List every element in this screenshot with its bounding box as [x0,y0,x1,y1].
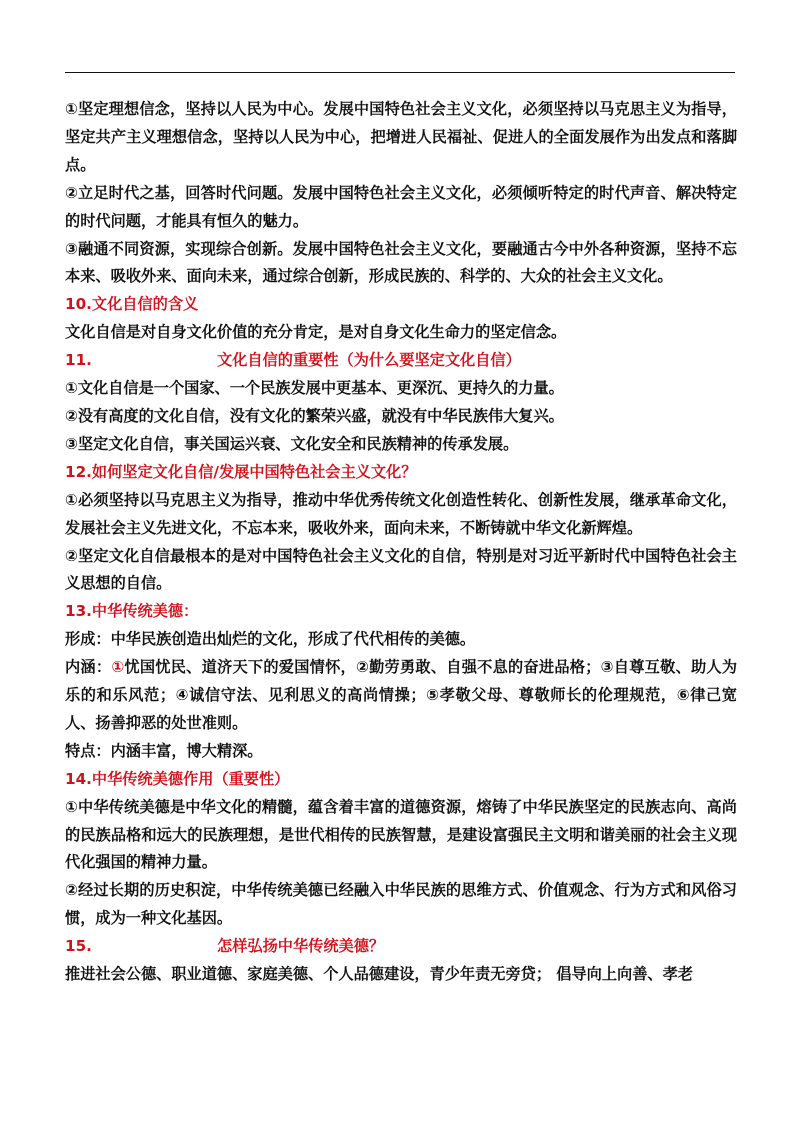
paragraph: ①必须坚持以马克思主义为指导，推动中华优秀传统文化创造性转化、创新性发展，继承革命文化，发展社会主义先进文化，不忘本来，吸收外来，面向未来，不断铸就中华文化新辉煌。 [65,490,737,537]
heading-text: 怎样弘扬中华传统美德？ [217,937,385,956]
section-heading-15 [65,933,737,961]
document-body [65,96,737,989]
paragraph: ②经过长期的历史积淀，中华传统美德已经融入中华民族的思维方式、价值观念、行为方式和风俗习惯，成为一种文化基因。 [65,881,737,928]
paragraph-neihan [65,654,737,738]
heading-number: 15. [65,937,92,956]
paragraph: ③坚定文化自信，事关国运兴衰、文化安全和民族精神的传承发展。 [65,434,519,453]
heading-text: 文化自信的重要性（为什么要坚定文化自信） [217,351,521,370]
paragraph: ②没有高度的文化自信，没有文化的繁荣兴盛，就没有中华民族伟大复兴。 [65,406,564,425]
paragraph: 特点：内涵丰富，博大精深。 [65,741,263,760]
section-heading-14: 14.中华传统美德作用（重要性） [65,769,290,788]
paragraph: 形成：中华民族创造出灿烂的文化，形成了代代相传的美德。 [65,630,476,649]
paragraph: ③融通不同资源，实现综合创新。发展中国特色社会主义文化，要融通古今中外各种资源，坚持不忘本来、吸收外来、面向未来，通过综合创新，形成民族的、科学的、大众的社会主义文化。 [65,239,737,286]
paragraph: 推进社会公德、职业道德、家庭美德、个人品德建设，青少年责无旁贷； 倡导向上向善、孝老 [65,965,693,984]
section-heading-13: 13.中华传统美德： [65,602,199,621]
section-heading-12: 12.如何坚定文化自信/发展中国特色社会主义文化？ [65,462,417,481]
header-rule [65,72,735,73]
paragraph: 文化自信是对自身文化价值的充分肯定，是对自身文化生命力的坚定信念。 [65,323,567,342]
paragraph-text: 忧国忧民、道济天下的爱国情怀，②勤劳勇敢、自强不息的奋进品格；③自尊互敬、助人为乐的和乐风范；④诚信守法、见利思义的高尚情操；⑤孝敬父母、尊敬师长的伦理规范，⑥律己宽人、扬善抑恶的处世准则。 [65,658,738,732]
section-heading-11 [65,347,737,375]
paragraph: ②立足时代之基，回答时代问题。发展中国特色社会主义文化，必须倾听特定的时代声音、解决特定的时代问题，才能具有恒久的魅力。 [65,183,737,230]
paragraph: ②坚定文化自信最根本的是对中国特色社会主义文化的自信，特别是对习近平新时代中国特色社会主义思想的自信。 [65,546,737,593]
red-marker: ① [111,658,125,677]
paragraph: ①中华传统美德是中华文化的精髓，蕴含着丰富的道德资源，熔铸了中华民族坚定的民族志向、高尚的民族品格和远大的民族理想，是世代相传的民族智慧，是建设富强民主文明和谐美丽的社会主义现代化强国的精神力量。 [65,797,737,872]
heading-number: 11. [65,351,92,370]
paragraph: ①文化自信是一个国家、一个民族发展中更基本、更深沉、更持久的力量。 [65,379,564,398]
section-heading-10: 10.文化自信的含义 [65,295,199,314]
label-prefix: 内涵： [65,658,112,677]
paragraph: ①坚定理想信念，坚持以人民为中心。发展中国特色社会主义文化，必须坚持以马克思主义为指导，坚定共产主义理想信念，坚持以人民为中心，把增进人民福祉、促进人的全面发展作为出发点和落脚点。 [65,100,737,174]
